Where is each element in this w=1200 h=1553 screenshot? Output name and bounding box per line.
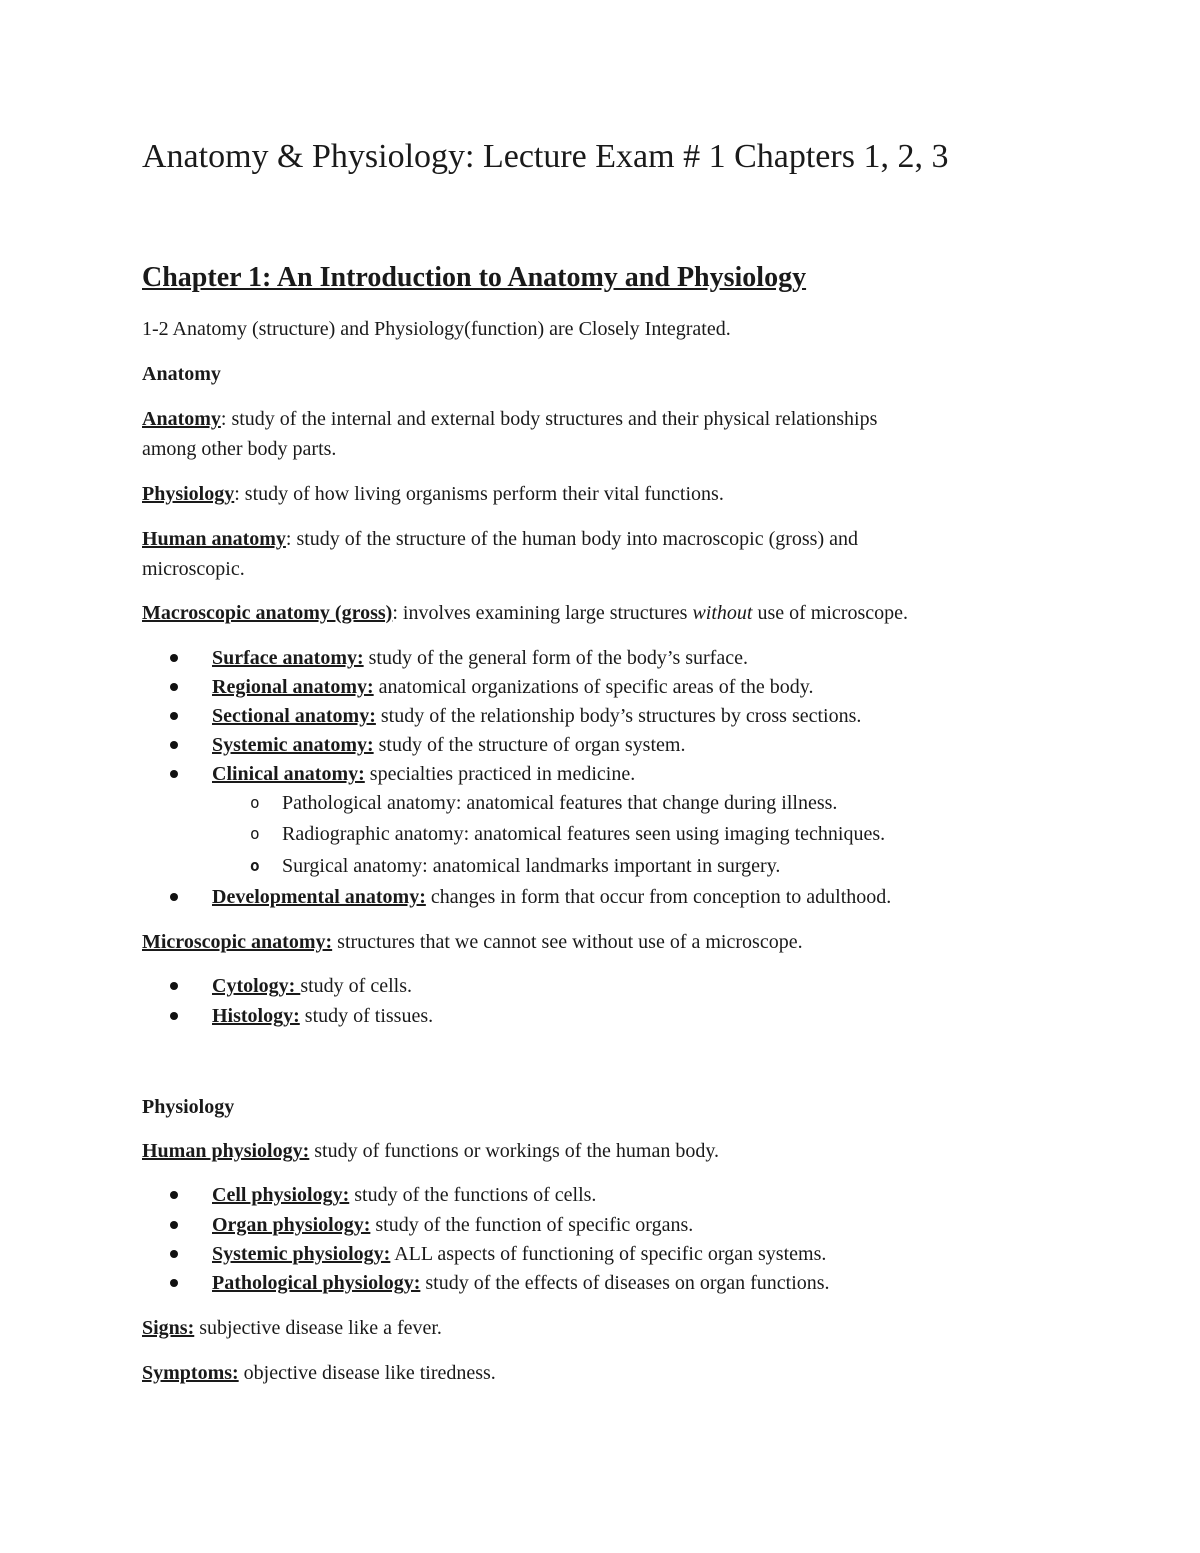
definition-term: Physiology: [142, 483, 235, 505]
bullet-icon: [170, 1191, 178, 1199]
bullet-icon: [170, 712, 178, 720]
item-text: study of the general form of the body’s surface.: [363, 647, 748, 669]
item-text: study of the functions of cells.: [349, 1184, 597, 1206]
item-term: Regional anatomy:: [212, 676, 374, 698]
item-text: study of the relationship body’s structures by cross sections.: [375, 705, 862, 727]
definition-term: Anatomy: [142, 408, 221, 430]
item-text: changes in form that occur from conception to adulthood.: [425, 886, 892, 908]
definition-term: Macroscopic anatomy (gross): [142, 602, 393, 624]
human-anatomy-definition: [142, 524, 1042, 584]
item-text: Radiographic anatomy: anatomical features seen using imaging techniques.: [282, 823, 886, 845]
definition-term: Human anatomy: [142, 528, 286, 550]
item-text: study of cells.: [300, 975, 412, 997]
item-term: Cell physiology:: [212, 1184, 350, 1206]
item-text: study of tissues.: [299, 1005, 434, 1027]
item-text: specialties practiced in medicine.: [364, 763, 636, 785]
bullet-icon: [170, 1012, 178, 1020]
definition-text: : study of how living organisms perform their vital functions.: [234, 483, 724, 505]
item-term: Histology:: [212, 1005, 300, 1027]
macroscopic-definition: [142, 598, 908, 628]
item-text: anatomical organizations of specific areas of the body.: [373, 676, 814, 698]
definition-term: Symptoms:: [142, 1362, 239, 1384]
item-term: Systemic anatomy:: [212, 734, 374, 756]
item-term: Clinical anatomy:: [212, 763, 365, 785]
definition-text: : involves examining large structures: [392, 602, 693, 624]
definition-text: : study of the structure of the human body into macroscopic (gross) and: [285, 528, 858, 550]
item-term: Developmental anatomy:: [212, 886, 426, 908]
definition-text-end: use of microscope.: [752, 602, 908, 624]
item-text: study of the function of specific organs.: [370, 1214, 694, 1236]
bullet-icon: [170, 741, 178, 749]
bullet-icon: [170, 1221, 178, 1229]
definition-term: Signs:: [142, 1317, 195, 1339]
definition-term: Human physiology:: [142, 1140, 310, 1162]
chapter-heading: Chapter 1: An Introduction to Anatomy and Physiology: [142, 262, 807, 293]
document-title: Anatomy & Physiology: Lecture Exam # 1 Chapters 1, 2, 3: [142, 138, 949, 175]
anatomy-heading: Anatomy: [142, 363, 221, 385]
item-text: ALL aspects of functioning of specific organ systems.: [390, 1243, 827, 1265]
bullet-icon: [170, 893, 178, 901]
bullet-icon: [170, 1250, 178, 1258]
human-physiology-definition: [142, 1136, 719, 1166]
bullet-icon: [170, 683, 178, 691]
italic-word: without: [692, 602, 753, 624]
definition-text: structures that we cannot see without use of a microscope.: [332, 931, 803, 953]
item-term: Pathological physiology:: [212, 1272, 421, 1294]
item-text: Pathological anatomy: anatomical features that change during illness.: [282, 792, 838, 814]
definition-text-cont: among other body parts.: [142, 438, 337, 460]
definition-term: Microscopic anatomy:: [142, 931, 333, 953]
item-term: Sectional anatomy:: [212, 705, 376, 727]
hollow-bullet-icon: o: [250, 824, 260, 843]
bullet-icon: [170, 1279, 178, 1287]
item-text: study of the structure of organ system.: [373, 734, 686, 756]
physiology-heading: Physiology: [142, 1096, 235, 1118]
hollow-bullet-icon: o: [250, 793, 260, 812]
definition-text: objective disease like tiredness.: [238, 1362, 496, 1384]
bullet-icon: [170, 982, 178, 990]
item-text: study of the effects of diseases on organ functions.: [420, 1272, 830, 1294]
item-term: Surface anatomy:: [212, 647, 364, 669]
item-term: Cytology:: [212, 975, 301, 997]
item-term: Systemic physiology:: [212, 1243, 391, 1265]
hollow-bullet-icon: o: [250, 856, 260, 875]
definition-text: : study of the internal and external body structures and their physical relationships: [220, 408, 878, 430]
bullet-icon: [170, 654, 178, 662]
item-term: Organ physiology:: [212, 1214, 371, 1236]
item-text: Surgical anatomy: anatomical landmarks important in surgery.: [282, 855, 781, 877]
symptoms-definition: [142, 1358, 496, 1388]
signs-definition: [142, 1313, 442, 1343]
anatomy-definition: [142, 404, 1042, 464]
intro-line: 1-2 Anatomy (structure) and Physiology(function) are Closely Integrated.: [142, 318, 731, 340]
bullet-icon: [170, 770, 178, 778]
definition-text-cont: microscopic.: [142, 558, 245, 580]
microscopic-definition: [142, 927, 803, 957]
physiology-definition: [142, 479, 724, 509]
definition-text: subjective disease like a fever.: [194, 1317, 442, 1339]
definition-text: study of functions or workings of the human body.: [309, 1140, 720, 1162]
